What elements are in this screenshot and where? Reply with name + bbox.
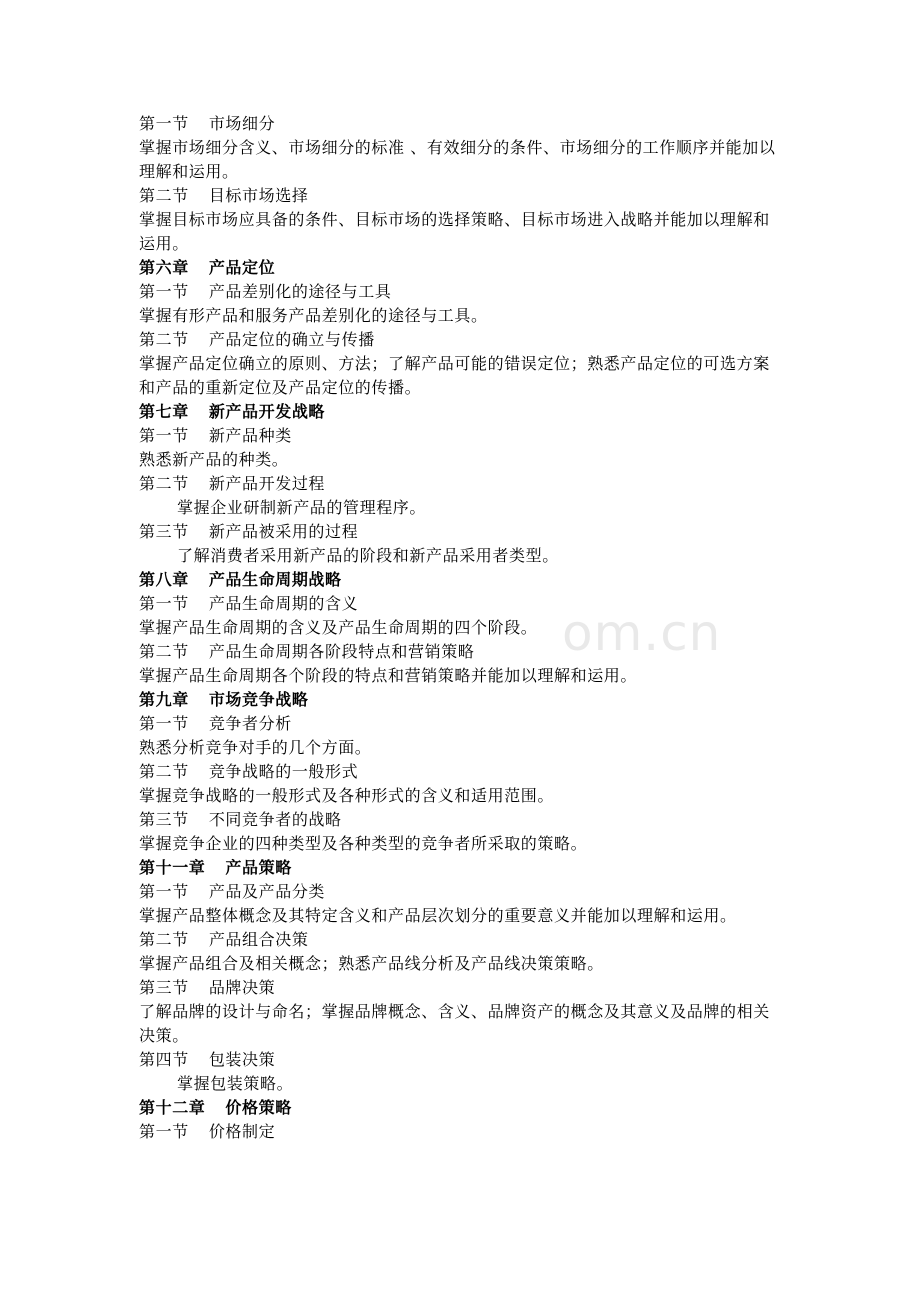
- section-heading: 第三节 新产品被采用的过程: [139, 522, 359, 541]
- section-heading: 第二节 产品生命周期各阶段特点和营销策略: [139, 642, 475, 661]
- watermark: om.cn: [562, 604, 722, 662]
- paragraph: 掌握市场细分含义、市场细分的标准 、有效细分的条件、市场细分的工作顺序并能加以理解和运用。: [139, 138, 776, 181]
- paragraph: 了解品牌的设计与命名；掌握品牌概念、含义、品牌资产的概念及其意义及品牌的相关决策。: [139, 1002, 770, 1045]
- section-heading: 第一节 价格制定: [139, 1122, 276, 1141]
- chapter-heading: 第十一章 产品策略: [139, 858, 292, 877]
- section-heading: 第一节 产品生命周期的含义: [139, 594, 359, 613]
- paragraph: 掌握有形产品和服务产品差别化的途径与工具。: [139, 306, 488, 325]
- paragraph: 掌握企业研制新产品的管理程序。: [177, 498, 427, 517]
- section-heading: 第一节 产品差别化的途径与工具: [139, 282, 392, 301]
- paragraph: 掌握包装策略。: [177, 1074, 294, 1093]
- chapter-heading: 第六章 产品定位: [139, 258, 276, 277]
- chapter-heading: 第七章 新产品开发战略: [139, 402, 326, 421]
- paragraph: 掌握竞争企业的四种类型及各种类型的竞争者所采取的策略。: [139, 834, 588, 853]
- paragraph: 掌握产品整体概念及其特定含义和产品层次划分的重要意义并能加以理解和运用。: [139, 906, 737, 925]
- chapter-heading: 第八章 产品生命周期战略: [139, 570, 342, 589]
- document-body: [139, 112, 784, 1144]
- section-heading: 第三节 品牌决策: [139, 978, 276, 997]
- section-heading: 第一节 市场细分: [139, 114, 276, 133]
- paragraph: 掌握产品生命周期各个阶段的特点和营销策略并能加以理解和运用。: [139, 666, 638, 685]
- paragraph: 了解消费者采用新产品的阶段和新产品采用者类型。: [177, 546, 559, 565]
- paragraph: 熟悉新产品的种类。: [139, 450, 289, 469]
- paragraph: 掌握产品生命周期的含义及产品生命周期的四个阶段。: [139, 618, 538, 637]
- section-heading: 第二节 目标市场选择: [139, 186, 309, 205]
- section-heading: 第二节 产品定位的确立与传播: [139, 330, 375, 349]
- paragraph: 掌握竞争战略的一般形式及各种形式的含义和适用范围。: [139, 786, 555, 805]
- section-heading: 第二节 新产品开发过程: [139, 474, 326, 493]
- chapter-heading: 第九章 市场竞争战略: [139, 690, 309, 709]
- section-heading: 第二节 产品组合决策: [139, 930, 309, 949]
- paragraph: 掌握产品组合及相关概念；熟悉产品线分析及产品线决策策略。: [139, 954, 604, 973]
- paragraph: 熟悉分析竞争对手的几个方面。: [139, 738, 372, 757]
- section-heading: 第二节 竞争战略的一般形式: [139, 762, 359, 781]
- section-heading: 第四节 包装决策: [139, 1050, 276, 1069]
- section-heading: 第一节 竞争者分析: [139, 714, 292, 733]
- paragraph: 掌握目标市场应具备的条件、目标市场的选择策略、目标市场进入战略并能加以理解和运用。: [139, 210, 770, 253]
- chapter-heading: 第十二章 价格策略: [139, 1098, 292, 1117]
- section-heading: 第一节 产品及产品分类: [139, 882, 326, 901]
- paragraph: 掌握产品定位确立的原则、方法；了解产品可能的错误定位；熟悉产品定位的可选方案和产品的重新定位及产品定位的传播。: [139, 354, 770, 397]
- section-heading: 第三节 不同竞争者的战略: [139, 810, 342, 829]
- section-heading: 第一节 新产品种类: [139, 426, 292, 445]
